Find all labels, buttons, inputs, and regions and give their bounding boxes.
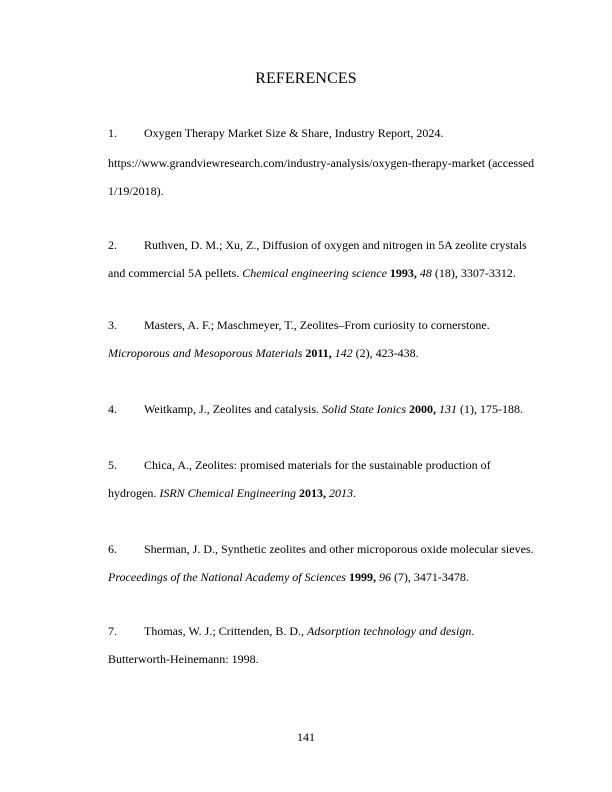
- reference-text: Ruthven, D. M.; Xu, Z., Diffusion of oxygen and nitrogen in 5A zeolite crystals: [144, 238, 527, 252]
- reference-volume: 96: [378, 570, 391, 584]
- reference-journal: Microporous and Mesoporous Materials: [108, 346, 303, 360]
- reference-pages: (1), 175-188.: [457, 402, 523, 416]
- reference-journal: Chemical engineering science: [242, 266, 387, 280]
- reference-year: 2011,: [305, 346, 332, 360]
- reference-volume: 48: [419, 266, 432, 280]
- reference-pages: (18), 3307-3312.: [431, 266, 516, 280]
- reference-text: .: [471, 624, 475, 638]
- reference-number: 2.: [108, 238, 117, 252]
- reference-text: Oxygen Therapy Market Size & Share, Industry Report, 2024.: [144, 126, 444, 140]
- reference-number: 1.: [108, 126, 117, 140]
- reference-volume: 131: [439, 402, 457, 416]
- reference-volume: 2013: [328, 486, 353, 500]
- reference-text: Masters, A. F.; Maschmeyer, T., Zeolites–From curiosity to cornerstone.: [144, 318, 490, 332]
- reference-number: 6.: [108, 542, 117, 556]
- reference-number: 4.: [108, 402, 117, 416]
- reference-volume: 142: [334, 346, 353, 360]
- reference-text: and commercial 5A pellets.: [108, 266, 243, 280]
- reference-text: 1/19/2018).: [108, 184, 164, 198]
- reference-text: hydrogen.: [108, 486, 160, 500]
- reference-year: 1999,: [348, 570, 376, 584]
- reference-year: 2000,: [409, 402, 436, 416]
- reference-url[interactable]: https://www.grandviewresearch.com/industry-analysis/oxygen-therapy-market (accessed: [108, 156, 535, 170]
- reference-pages: (7), 3471-3478.: [390, 570, 469, 584]
- reference-journal: ISRN Chemical Engineering: [159, 486, 296, 500]
- reference-journal: Solid State Ionics: [322, 402, 406, 416]
- reference-number: 3.: [108, 318, 117, 332]
- reference-text: Weitkamp, J., Zeolites and catalysis.: [144, 402, 322, 416]
- reference-pages: (2), 423-438.: [352, 346, 419, 360]
- reference-number: 7.: [108, 624, 117, 638]
- reference-text: Chica, A., Zeolites: promised materials for the sustainable production of: [144, 458, 491, 472]
- reference-journal: Proceedings of the National Academy of Sciences: [108, 570, 346, 584]
- reference-pages: .: [352, 486, 356, 500]
- reference-year: 1993,: [389, 266, 417, 280]
- reference-text: Sherman, J. D., Synthetic zeolites and other microporous oxide molecular sieves.: [144, 542, 534, 556]
- reference-book-title: Adsorption technology and design: [307, 624, 472, 638]
- page-title: REFERENCES: [255, 70, 357, 87]
- reference-text: Thomas, W. J.; Crittenden, B. D.,: [144, 624, 307, 638]
- page-number: 141: [297, 730, 315, 744]
- reference-number: 5.: [108, 458, 117, 472]
- reference-publisher: Butterworth-Heinemann: 1998.: [108, 652, 259, 666]
- reference-year: 2013,: [298, 486, 326, 500]
